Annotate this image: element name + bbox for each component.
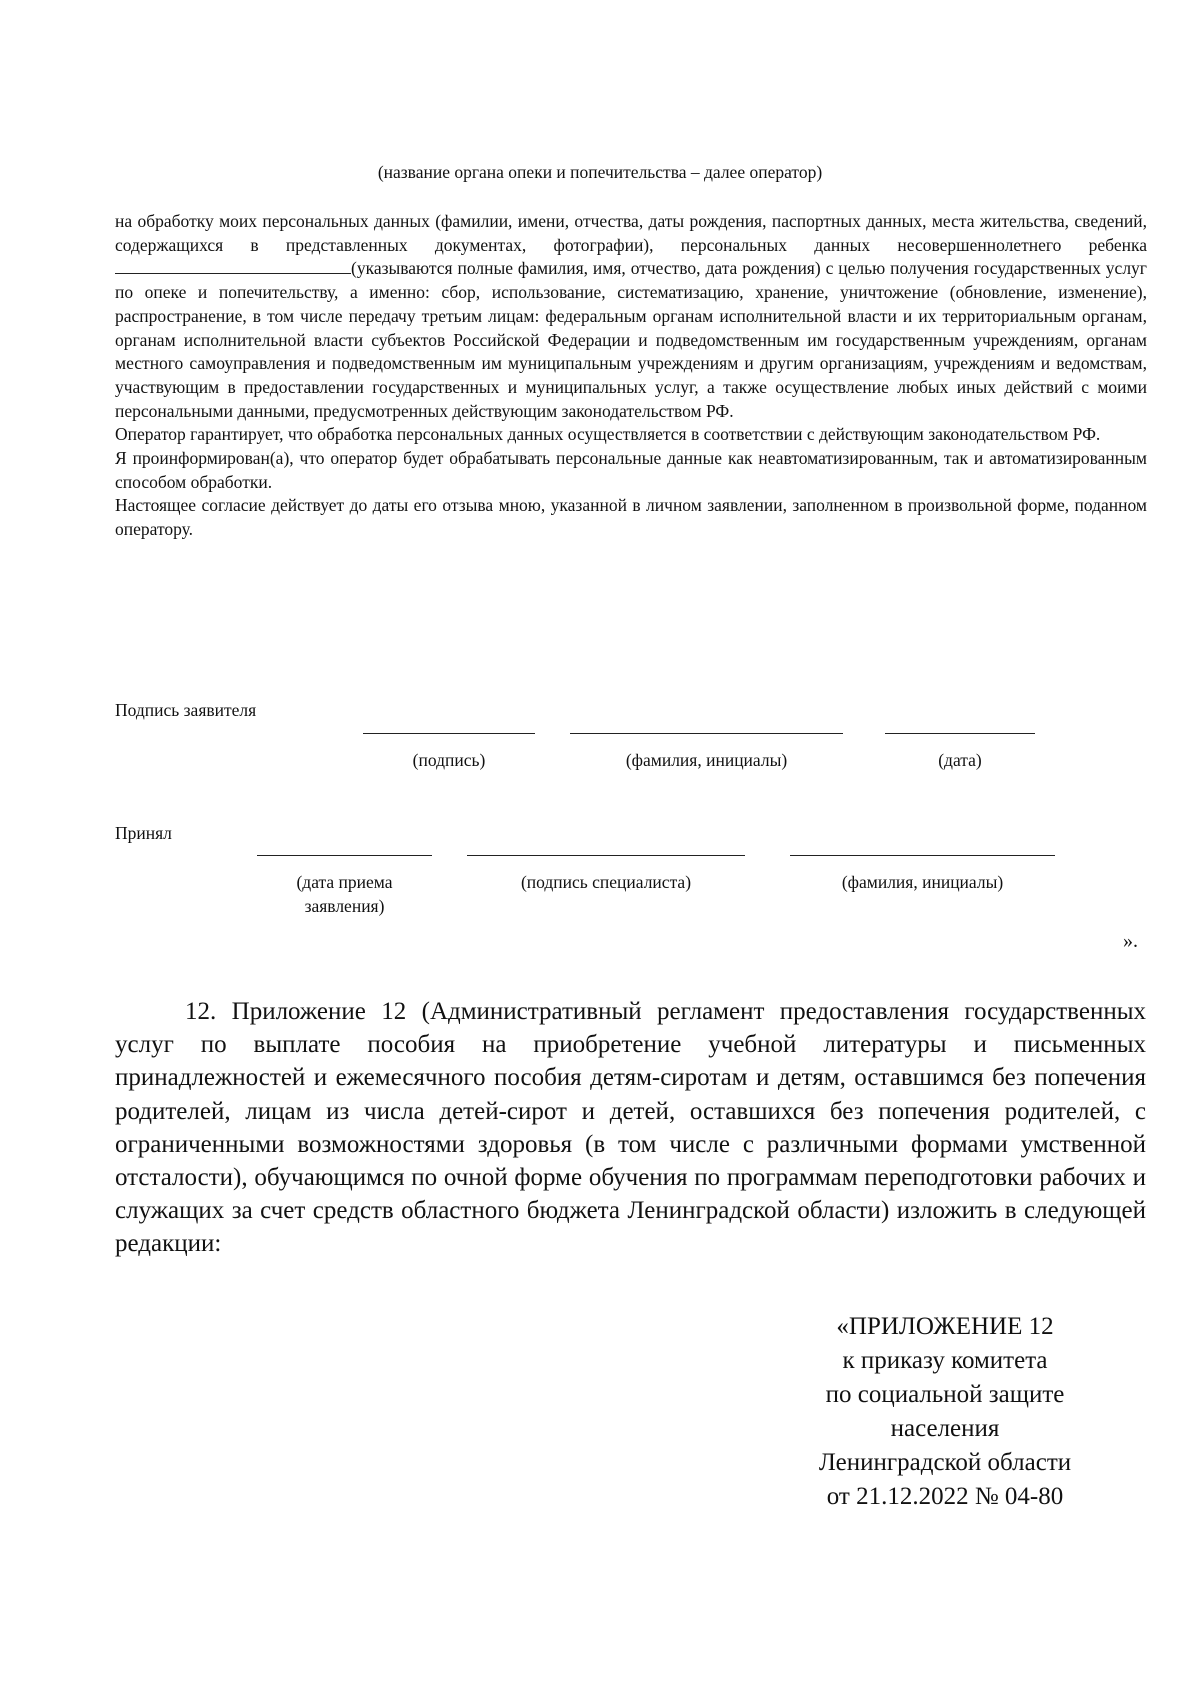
annex-line-2: к приказу комитета [842, 1347, 1048, 1374]
consent-text [115, 210, 1147, 542]
operator-caption: (название органа опеки и попечительства – далее оператор) [377, 162, 823, 182]
child-name-blank [115, 259, 351, 274]
accepted-date-line [257, 855, 432, 856]
consent-paragraph-3: Я проинформирован(а), что оператор будет обрабатывать персональные данные как неавтоматизированным, так и автоматизированным способом обработки. [115, 448, 1147, 492]
applicant-signature-label: Подпись заявителя [115, 700, 257, 720]
paragraph-12: 12. Приложение 12 (Административный регламент предоставления государственных услуг по выплате пособия на приобретение учебной литературы и письменных принадлежностей и ежемесячного пособия детям-сиротам и детям, оставшимся без попечения родителей, лицам из числа детей-сирот и детей, оставшихся без попечения родителей, с ограниченными возможностями здоровья (в том числе с различными формами умственной отсталости), обучающимся по очной форме обучения по программам переподготовки рабочих и служащих за счет средств областного бюджета Ленинградской области) изложить в следующей редакции: [115, 998, 1146, 1258]
closing-quote: ». [1123, 930, 1138, 952]
accepted-date-caption: (дата приема заявления) [296, 872, 393, 916]
applicant-date-line [885, 733, 1035, 734]
accepted-name-caption: (фамилия, инициалы) [841, 872, 1004, 892]
accepted-name-line [790, 855, 1055, 856]
annex-line-6: от 21.12.2022 № 04-80 [826, 1483, 1064, 1510]
consent-paragraph-4: Настоящее согласие действует до даты его отзыва мною, указанной в личном заявлении, заполненном в произвольной форме, поданном оператору. [115, 495, 1147, 540]
consent-paragraph-2: Оператор гарантирует, что обработка персональных данных осуществляется в соответствии с действующим законодательством РФ. [115, 424, 1101, 445]
consent-paragraph-1: на обработку моих персональных данных (фамилии, имени, отчества, даты рождения, паспортных данных, места жительства, сведений, содержащихся в представленных документах, фотографии), персональных данных несовершеннолетнего ребенка (указываются полные фамилия, имя, отчество, дата рождения) с целью получения государственных услуг по опеке и попечительству, а именно: сбор, использование, систематизацию, хранение, уничтожение (обновление, изменение), распространение, в том числе передачу третьим лицам: федеральным органам исполнительной власти и их территориальным органам, органам исполнительной власти субъектов Российской Федерации и подведомственным им государственным учреждениям, органам местного самоуправления и подведомственным им муниципальным учреждениям и другим организациям, учреждениям и ведомствам, участвующим в предоставлении государственных и муниципальных услуг, а также осуществление любых иных действий с моими персональными данными, предусмотренных действующим законодательством РФ. [115, 211, 1147, 421]
accepted-label: Принял [115, 823, 172, 843]
annex-line-1: «ПРИЛОЖЕНИЕ 12 [836, 1313, 1054, 1340]
accepted-signature-line [467, 855, 745, 856]
accepted-signature-caption: (подпись специалиста) [520, 872, 692, 892]
applicant-name-caption: (фамилия, инициалы) [625, 750, 788, 770]
applicant-signature-line [363, 733, 535, 734]
annex-line-3: по социальной защите [825, 1381, 1065, 1408]
annex-line-4: населения [890, 1415, 1000, 1442]
applicant-date-caption: (дата) [938, 750, 982, 770]
annex-line-5: Ленинградской области [818, 1449, 1072, 1476]
applicant-signature-caption: (подпись) [412, 750, 486, 770]
annex-header [790, 1310, 1100, 1514]
applicant-name-line [570, 733, 843, 734]
